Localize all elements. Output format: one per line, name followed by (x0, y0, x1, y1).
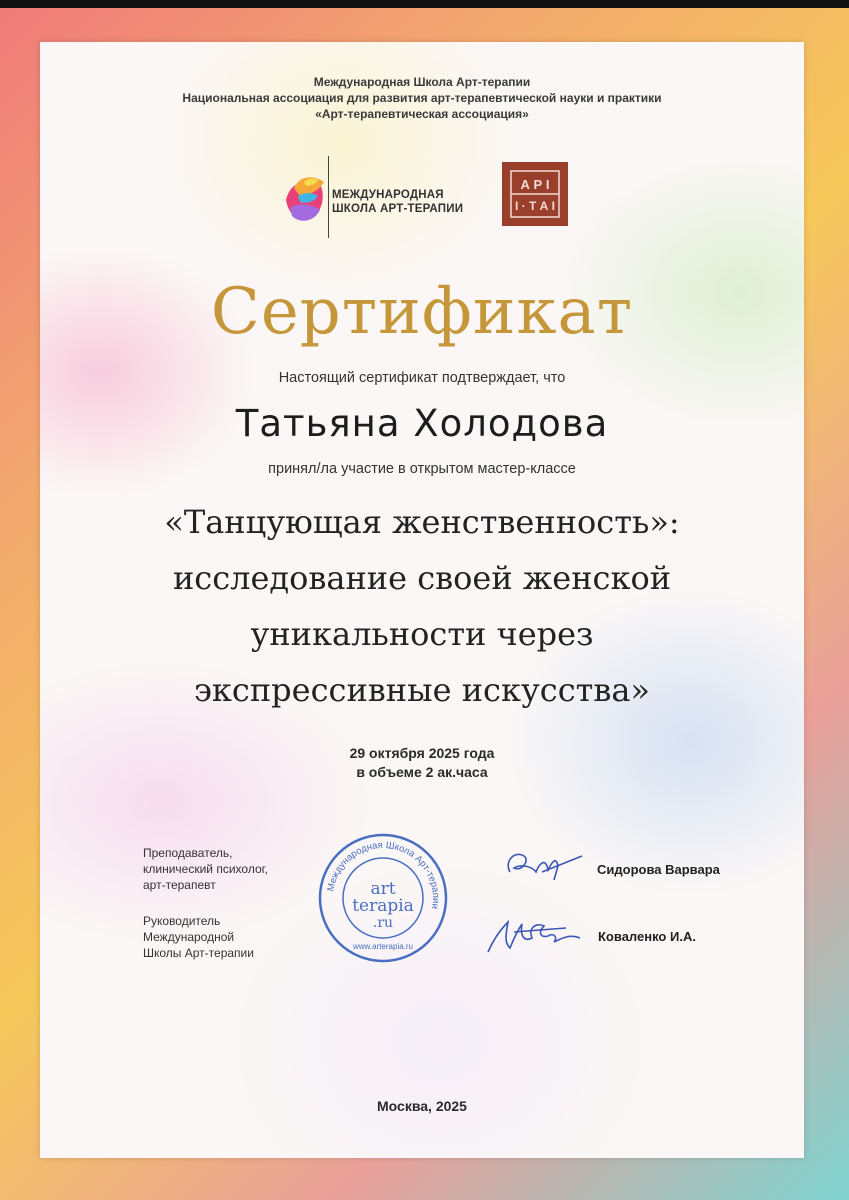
role-line: клинический психолог, (143, 862, 268, 876)
certificate-title: Сертификат (210, 275, 634, 349)
stamp-center-line1: art (370, 879, 396, 899)
stamp-center-line3: .ru (372, 915, 394, 931)
confirms-text: Настоящий сертификат подтверждает, что (278, 370, 566, 386)
city-year: Москва, 2025 (377, 1098, 467, 1114)
teacher-role (143, 845, 268, 893)
stamp-center-line2: terapia (352, 896, 414, 916)
header-association: Национальная ассоциация для развития арт-терапевтической науки и практики (182, 91, 662, 105)
event-date: 29 октября 2025 года (349, 745, 495, 761)
top-bar (0, 0, 849, 8)
api-logo (502, 162, 568, 226)
teacher-signature (502, 842, 592, 892)
course-title (40, 494, 804, 718)
course-line: «Танцующая женственность»: (164, 503, 680, 541)
event-volume: в объеме 2 ак.часа (356, 764, 488, 780)
stamp-ring-text: Международная Школа Арт-терапии (325, 839, 442, 910)
director-signature (484, 908, 604, 964)
participation-text: принял/ла участие в открытом мастер-классе (268, 461, 576, 477)
stamp-url: www.arterapia.ru (352, 942, 414, 951)
logo-text (332, 188, 463, 216)
brush-stroke-icon (280, 152, 328, 242)
round-stamp (317, 832, 449, 964)
director-name: Коваленко И.А. (598, 929, 696, 944)
api-logo-icon (502, 162, 568, 226)
role-line: Школы Арт-терапии (143, 946, 254, 960)
api-row1: А Р І (520, 177, 550, 192)
certificate-sheet (40, 42, 804, 1158)
logo-divider (328, 156, 329, 238)
logo-text-line1: МЕЖДУНАРОДНАЯ (332, 189, 444, 201)
date-block (40, 744, 804, 782)
role-line: Преподаватель, (143, 846, 233, 860)
role-line: Руководитель (143, 914, 221, 928)
course-line: исследование своей женской (172, 559, 672, 597)
teacher-name: Сидорова Варвара (597, 862, 720, 877)
director-role (143, 913, 254, 961)
role-line: Международной (143, 930, 235, 944)
logo-text-line2: ШКОЛА АРТ-ТЕРАПИИ (332, 203, 464, 215)
header-school: Международная Школа Арт-терапии (313, 75, 531, 89)
api-row2: І · Т А І (515, 199, 555, 213)
role-line: арт-терапевт (143, 878, 216, 892)
recipient-name: Татьяна Холодова (235, 402, 609, 445)
header-association-name: «Арт-терапевтическая ассоциация» (315, 107, 529, 121)
course-line: экспрессивные искусства» (194, 671, 650, 709)
course-line: уникальности через (250, 615, 594, 653)
